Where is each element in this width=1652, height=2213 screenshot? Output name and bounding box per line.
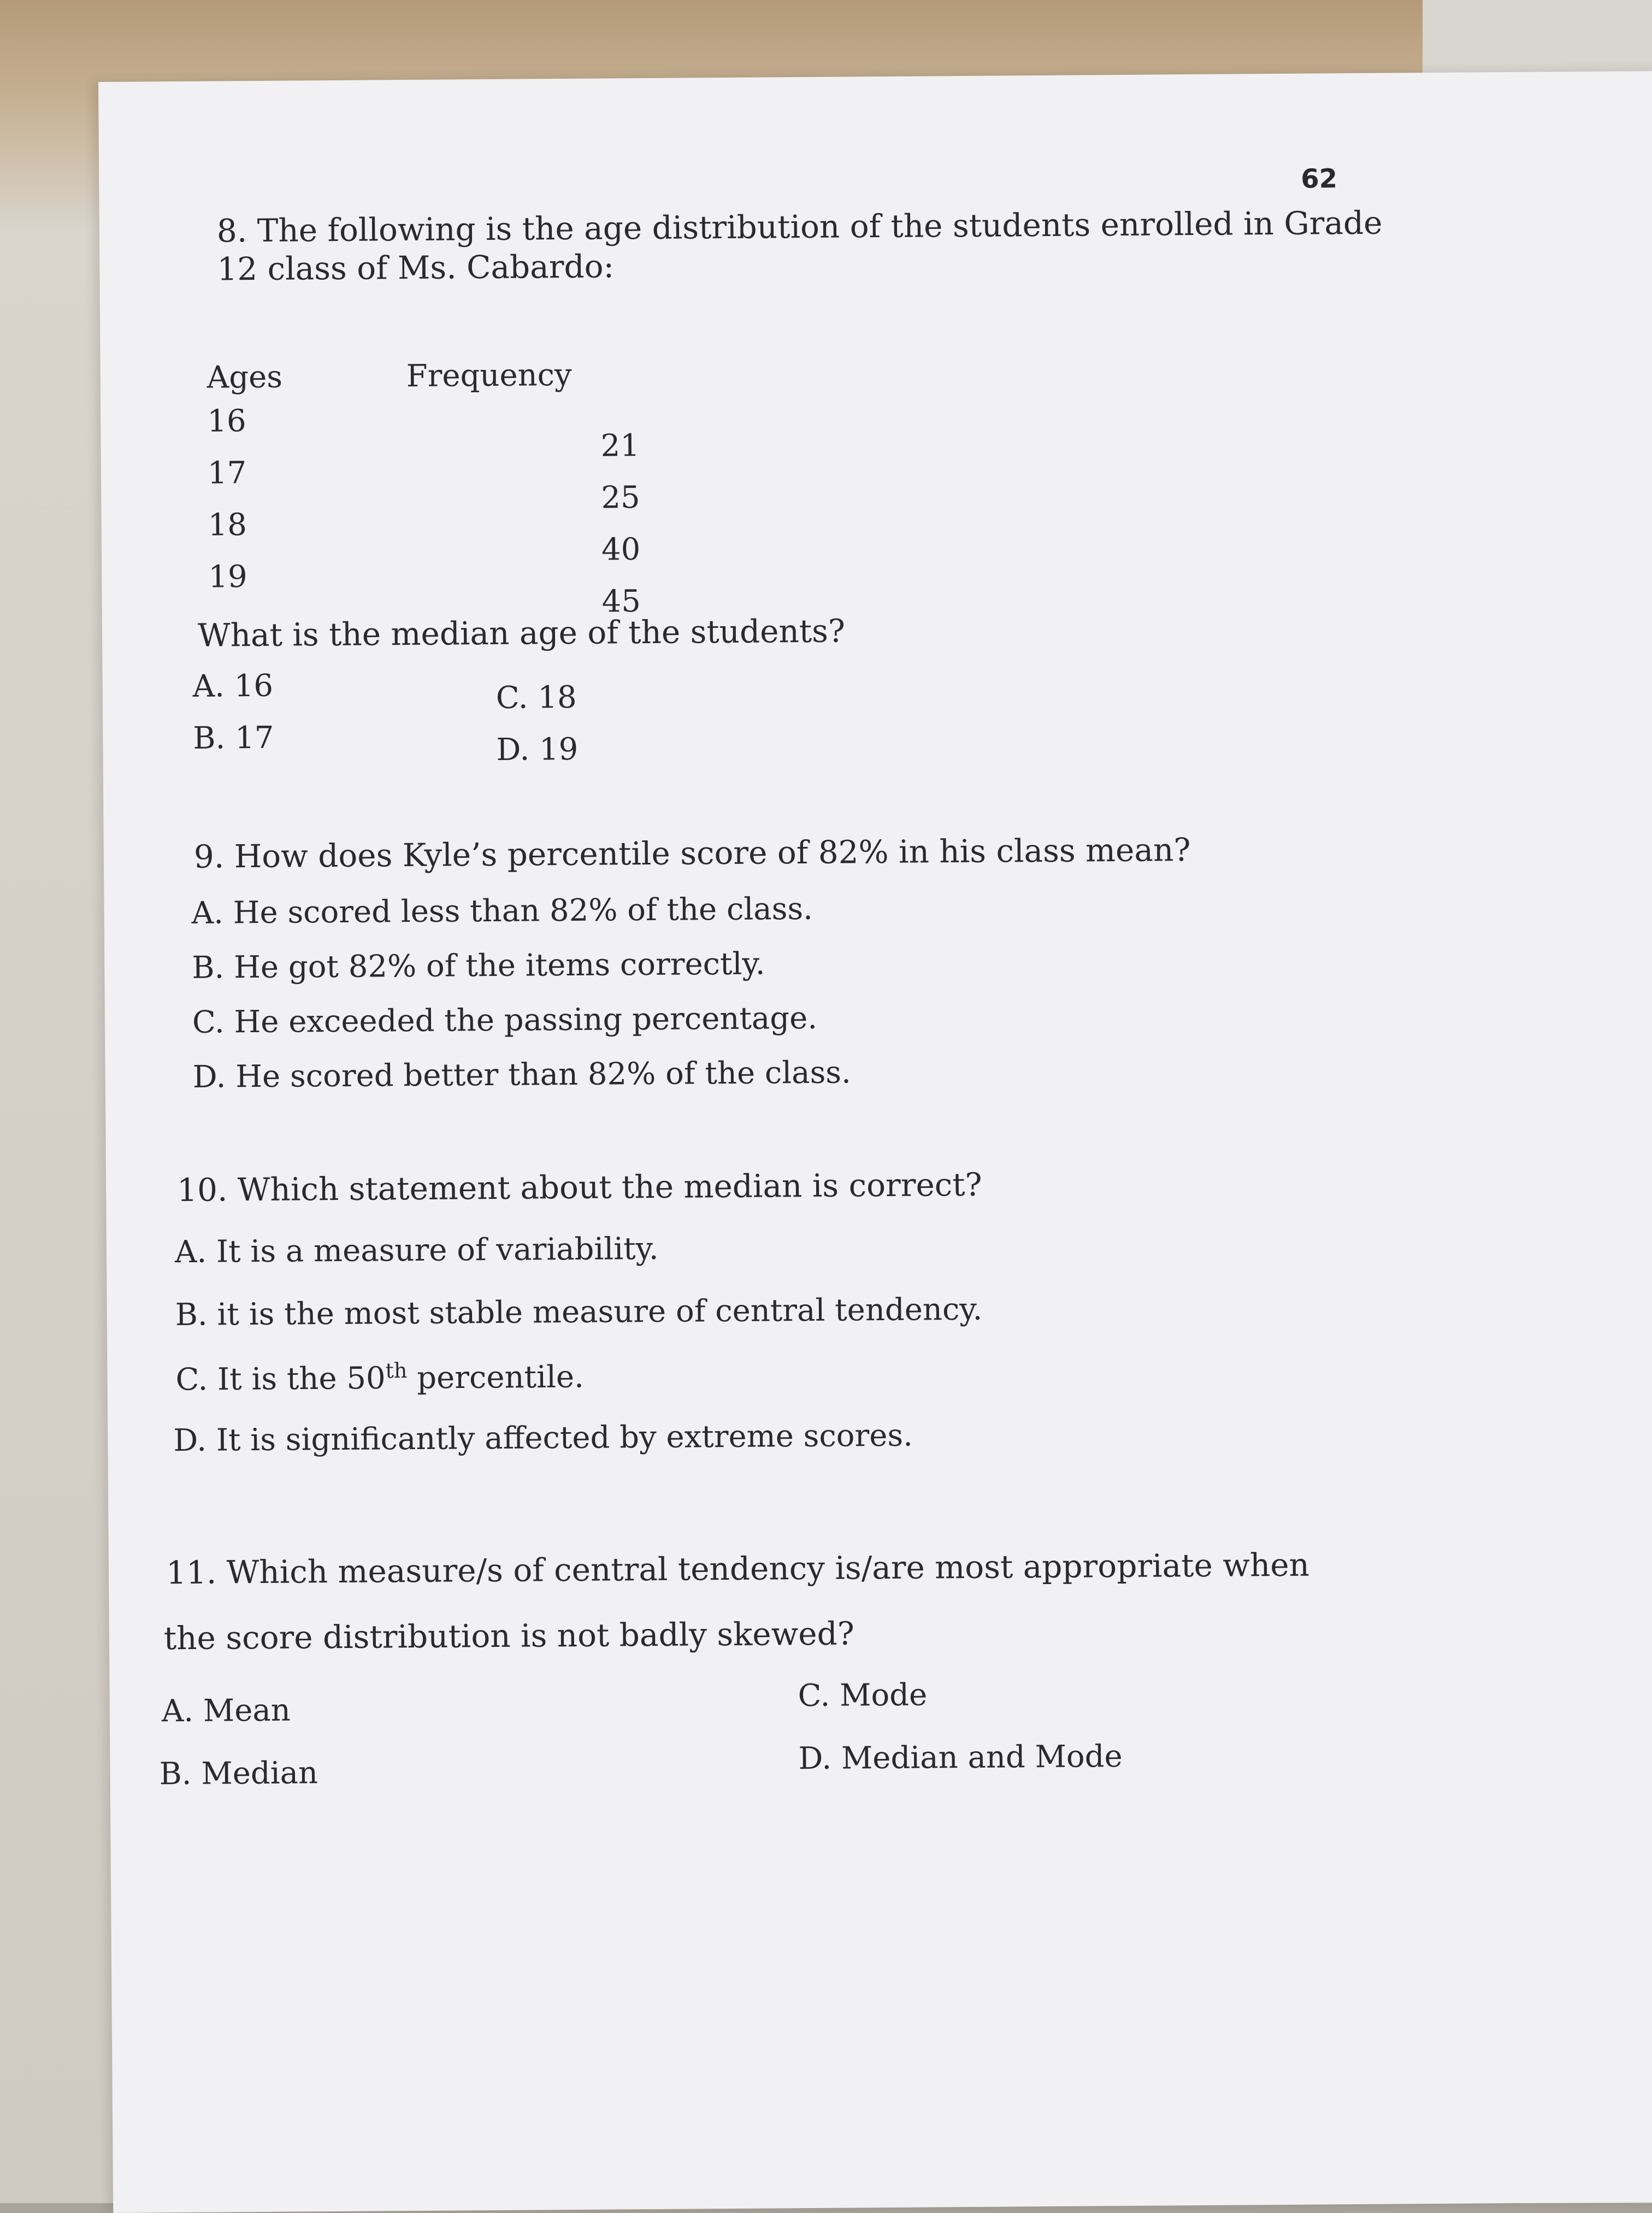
- table-age-cell: 16: [207, 403, 246, 439]
- question-8-choice-a: A. 16: [192, 668, 274, 704]
- question-11-stem-line-1: 11. Which measure/s of central tendency is/are most appropriate when: [166, 1546, 1310, 1592]
- page-number: 62: [1301, 163, 1338, 195]
- table-age-cell: 19: [208, 559, 247, 595]
- question-10-choice-c: [175, 1357, 584, 1398]
- question-10-stem: 10. Which statement about the median is correct?: [176, 1166, 982, 1209]
- question-8-choice-b: B. 17: [193, 720, 274, 756]
- table-frequency-cell: 45: [601, 584, 641, 620]
- question-9-choice-d: D. He scored better than 82% of the class.: [192, 1055, 852, 1095]
- question-8-stem-line-2: 12 class of Ms. Cabardo:: [217, 248, 615, 288]
- question-10-choice-b: B. it is the most stable measure of central tendency.: [175, 1291, 983, 1333]
- table-frequency-cell: 21: [600, 428, 640, 464]
- question-10-choice-d: D. It is significantly affected by extreme scores.: [173, 1417, 913, 1459]
- table-age-cell: 18: [208, 507, 247, 543]
- table-header-frequency: Frequency: [406, 357, 572, 395]
- superscript-th: th: [385, 1358, 408, 1383]
- question-11-choice-a: A. Mean: [161, 1692, 291, 1729]
- question-8-stem-line-1: 8. The following is the age distribution of the students enrolled in Grade: [216, 204, 1383, 250]
- table-age-cell: 17: [207, 455, 247, 491]
- table-frequency-cell: 40: [601, 532, 641, 568]
- question-11-choice-d: D. Median and Mode: [798, 1738, 1123, 1777]
- question-9-choice-b: B. He got 82% of the items correctly.: [192, 946, 765, 986]
- question-11-choice-b: B. Median: [159, 1755, 318, 1792]
- question-9-stem: 9. How does Kyle’s percentile score of 82% in his class mean?: [193, 831, 1191, 875]
- question-11-stem-line-2: the score distribution is not badly skewed?: [163, 1615, 855, 1657]
- question-9-choice-c: C. He exceeded the passing percentage.: [192, 1000, 818, 1040]
- table-header-ages: Ages: [206, 359, 283, 396]
- table-frequency-cell: 25: [601, 480, 640, 516]
- question-8-choice-c: C. 18: [495, 679, 577, 716]
- exam-page: [98, 71, 1652, 2213]
- question-10-choice-c-text: C. It is the 50: [175, 1361, 386, 1398]
- question-8-prompt: What is the median age of the students?: [197, 612, 846, 654]
- question-11-choice-c: C. Mode: [798, 1677, 928, 1714]
- question-9-choice-a: A. He scored less than 82% of the class.: [191, 891, 813, 931]
- question-10-choice-c-tail: percentile.: [407, 1359, 585, 1396]
- question-10-choice-a: A. It is a measure of variability.: [174, 1231, 659, 1270]
- question-8-choice-d: D. 19: [496, 731, 579, 768]
